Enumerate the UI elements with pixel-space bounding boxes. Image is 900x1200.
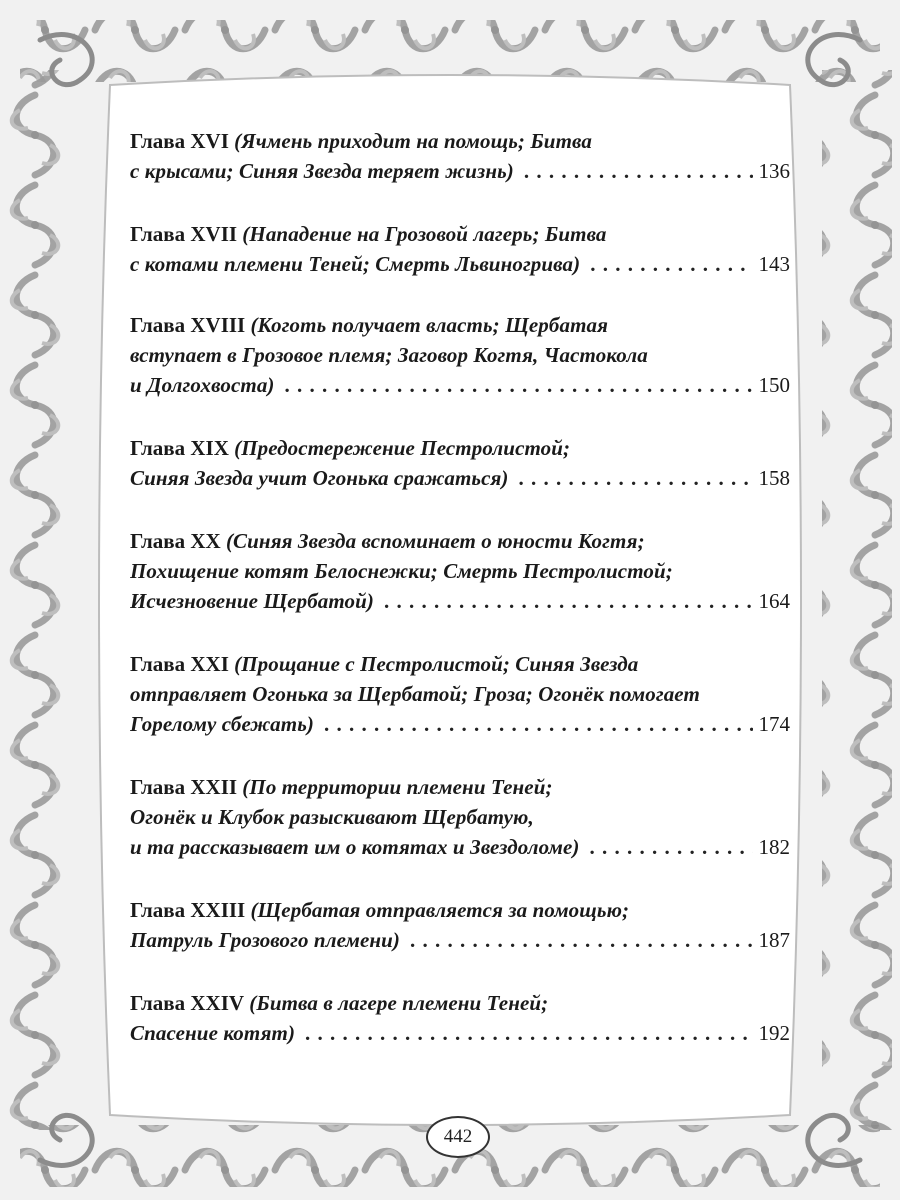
toc-entry-line (130, 772, 790, 802)
dot-leader (590, 249, 752, 279)
chapter-label: Глава XX (130, 529, 221, 553)
toc-entry[interactable] (130, 433, 790, 493)
toc-entry[interactable] (130, 310, 790, 400)
toc-entry-line (130, 586, 790, 616)
toc-entry-line (130, 340, 790, 370)
toc-entry[interactable] (130, 988, 790, 1048)
chapter-description: с крысами; Синяя Звезда теряет жизнь) (130, 159, 514, 183)
chapter-description: Патруль Грозового племени) (130, 928, 401, 952)
toc-entry-line (130, 126, 790, 156)
toc-entry-line (130, 709, 790, 739)
dot-leader (519, 463, 753, 493)
toc-entry-line (130, 249, 790, 279)
toc-entry-line (130, 463, 790, 493)
chapter-description: Спасение котят) (130, 1021, 296, 1045)
chapter-description: (Синяя Звезда вспоминает о юности Когтя; (225, 529, 645, 553)
chapter-description: и Долгохвоста) (130, 373, 275, 397)
dot-leader (410, 925, 752, 955)
toc-entry-line (130, 1018, 790, 1048)
toc-entry-line (130, 832, 790, 862)
toc-entry-line (130, 679, 790, 709)
chapter-label: Глава XXIV (130, 991, 245, 1015)
chapter-description: (Нападение на Грозовой лагерь; Битва (242, 222, 607, 246)
page-reference: 150 (758, 373, 790, 397)
toc-entry[interactable] (130, 526, 790, 616)
toc-entry-line (130, 925, 790, 955)
page-reference: 182 (758, 835, 790, 859)
page-reference: 143 (758, 252, 790, 276)
chapter-label: Глава XXII (130, 775, 238, 799)
dot-leader (285, 370, 753, 400)
toc-entry-line (130, 219, 790, 249)
chapter-label: Глава XIX (130, 436, 229, 460)
page-reference: 192 (758, 1021, 790, 1045)
chapter-label: Глава XXIII (130, 898, 246, 922)
chapter-description: отправляет Огонька за Щербатой; Гроза; Огонёк помогает (130, 682, 700, 706)
toc-entry[interactable] (130, 649, 790, 739)
chapter-description: Исчезновение Щербатой) (130, 589, 375, 613)
toc-entry-line (130, 895, 790, 925)
page-reference: 158 (758, 466, 790, 490)
page-reference: 187 (758, 928, 790, 952)
chapter-description: Горелому сбежать) (130, 712, 314, 736)
dot-leader (305, 1018, 752, 1048)
chapter-description: с котами племени Теней; Смерть Львиногрива) (130, 252, 581, 276)
toc-entry[interactable] (130, 772, 790, 862)
chapter-description: (Коготь получает власть; Щербатая (250, 313, 609, 337)
chapter-description: (Битва в лагере племени Теней; (249, 991, 549, 1015)
toc-entry-line (130, 988, 790, 1018)
chapter-description: Огонёк и Клубок разыскивают Щербатую, (130, 805, 534, 829)
page-reference: 164 (758, 589, 790, 613)
chapter-description: (По территории племени Теней; (242, 775, 553, 799)
toc-entry[interactable] (130, 895, 790, 955)
chapter-description: (Ячмень приходит на помощь; Битва (234, 129, 592, 153)
page-reference: 136 (758, 159, 790, 183)
chapter-description: и та рассказывает им о котятах и Звездоломе) (130, 835, 580, 859)
chapter-label: Глава XVIII (130, 313, 246, 337)
chapter-label: Глава XVII (130, 222, 238, 246)
toc-entry-line (130, 556, 790, 586)
toc-entry[interactable] (130, 126, 790, 186)
toc-entry-line (130, 310, 790, 340)
dot-leader (589, 832, 752, 862)
toc-entry-line (130, 433, 790, 463)
toc-entry-line (130, 802, 790, 832)
chapter-label: Глава XXI (130, 652, 229, 676)
table-of-contents (130, 126, 790, 1081)
page-number: 442 (443, 1126, 473, 1147)
chapter-description: Похищение котят Белоснежки; Смерть Пестролистой; (130, 559, 673, 583)
page-reference: 174 (758, 712, 790, 736)
dot-leader (324, 709, 753, 739)
toc-entry[interactable] (130, 219, 790, 279)
toc-entry-line (130, 156, 790, 186)
chapter-description: (Предостережение Пестролистой; (234, 436, 571, 460)
dot-leader (524, 156, 753, 186)
chapter-description: вступает в Грозовое племя; Заговор Когтя, Частокола (130, 343, 648, 367)
chapter-description: (Прощание с Пестролистой; Синяя Звезда (234, 652, 639, 676)
chapter-description: (Щербатая отправляется за помощью; (250, 898, 630, 922)
toc-entry-line (130, 370, 790, 400)
chapter-description: Синяя Звезда учит Огонька сражаться) (130, 466, 509, 490)
chapter-label: Глава XVI (130, 129, 229, 153)
toc-entry-line (130, 526, 790, 556)
dot-leader (384, 586, 752, 616)
toc-entry-line (130, 649, 790, 679)
page-number-badge (426, 1116, 490, 1158)
